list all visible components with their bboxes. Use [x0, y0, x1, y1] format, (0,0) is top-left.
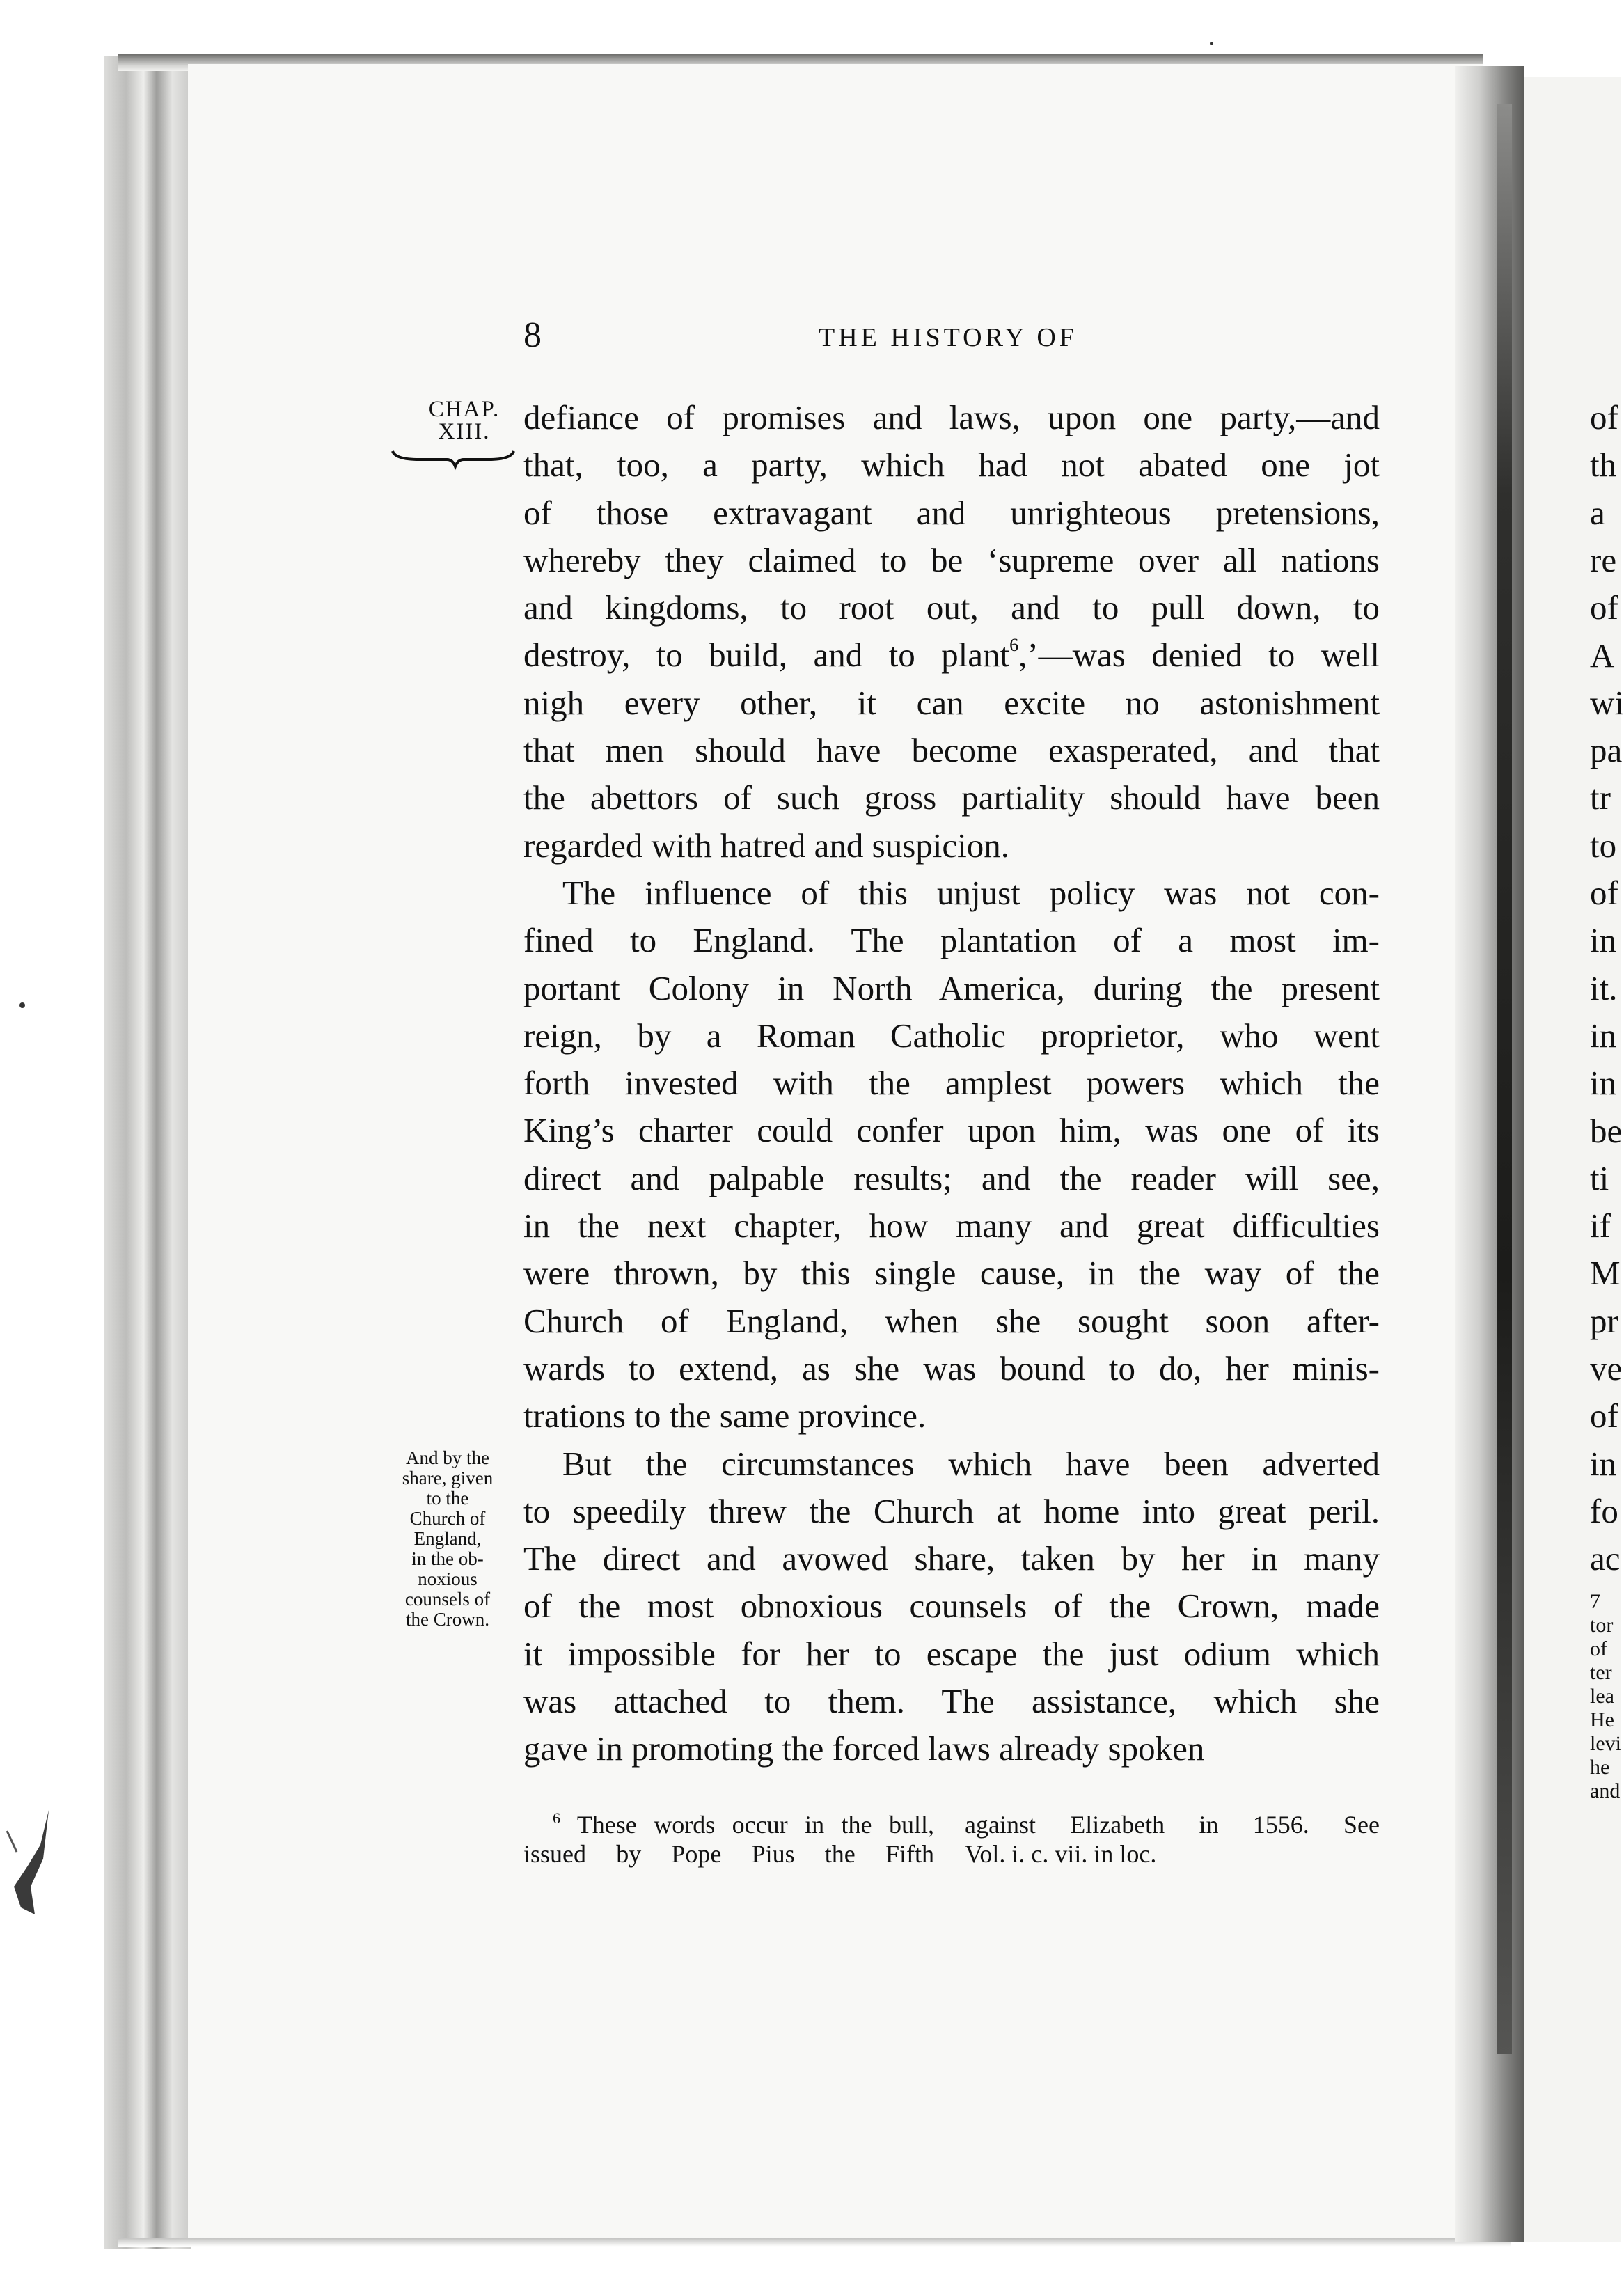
- facing-page-fragment: of: [1590, 874, 1618, 912]
- body-line: trations to the same province.: [523, 1397, 927, 1435]
- body-line: King’s charter could confer upon him, was one of its: [523, 1111, 1380, 1150]
- facing-page-fragment: M: [1590, 1254, 1621, 1293]
- scan-speck: [19, 1002, 25, 1008]
- body-line: destroy, to build, and to plant$^6$,’—was denied to well: [523, 635, 1380, 675]
- body-line: defiance of promises and laws, upon one party,—and: [523, 398, 1380, 436]
- side-note-line: share, given: [402, 1468, 494, 1488]
- body-line: and kingdoms, to root out, and to pull down, to: [523, 588, 1380, 627]
- body-line: fined to England. The plantation of a most im-: [523, 921, 1380, 960]
- side-note-line: counsels of: [404, 1589, 491, 1610]
- left-page-edges: [104, 56, 191, 2249]
- footnote-number: 6: [553, 1809, 560, 1827]
- body-line: that men should have become exasperated, and that: [523, 731, 1380, 770]
- facing-page-fragment: pa: [1590, 731, 1623, 770]
- facing-page-footnote-fragment: He: [1590, 1708, 1614, 1731]
- facing-page-fragment: it.: [1590, 968, 1618, 1007]
- page-number: 8: [523, 315, 542, 355]
- facing-page-fragment: wi: [1590, 683, 1624, 722]
- facing-page-footnote-fragment: of: [1590, 1637, 1607, 1660]
- body-line: was attached to them. The assistance, which she: [523, 1682, 1380, 1721]
- facing-page-fragment: re: [1590, 540, 1617, 579]
- facing-page-fragment: pr: [1590, 1301, 1618, 1340]
- footnote-column-1: [523, 1810, 934, 1869]
- body-line: that, too, a party, which had not abated one jot: [523, 446, 1380, 485]
- body-line: But the circumstances which have been adverted: [562, 1444, 1380, 1483]
- facing-page-footnote-fragment: and: [1590, 1779, 1621, 1802]
- facing-page-fragment: ac: [1590, 1539, 1621, 1578]
- body-line: gave in promoting the forced laws already spoken: [523, 1729, 1205, 1768]
- body-line: wards to extend, as she was bound to do, her minis-: [523, 1348, 1380, 1387]
- chapter-number: XIII.: [438, 419, 491, 444]
- body-text: [523, 394, 1380, 1773]
- facing-page-fragment: be: [1590, 1111, 1623, 1150]
- body-line: The direct and avowed share, taken by her in many: [523, 1539, 1380, 1578]
- facing-page-fragment: a: [1590, 493, 1605, 532]
- chapter-marker: [412, 398, 517, 443]
- facing-page-fragment: of: [1590, 1397, 1618, 1435]
- footnote-reference: 6: [1009, 635, 1019, 656]
- chapter-label: CHAP.: [428, 397, 500, 422]
- side-note-line: Church of: [409, 1508, 486, 1529]
- body-line: forth invested with the amplest powers which the: [523, 1064, 1380, 1103]
- scan-speck: [1210, 42, 1213, 45]
- body-line: in the next chapter, how many and great difficulties: [523, 1206, 1380, 1245]
- side-note-line: the Crown.: [406, 1609, 489, 1630]
- footnote-line: against Elizabeth in 1556. See: [965, 1811, 1380, 1839]
- side-note-line: England,: [413, 1528, 482, 1549]
- facing-page-fragment: th: [1590, 446, 1617, 485]
- body-line: regarded with hatred and suspicion.: [523, 826, 1010, 865]
- side-note-line: in the ob-: [411, 1548, 484, 1569]
- body-line: Church of England, when she sought soon after-: [523, 1301, 1380, 1340]
- body-line: direct and palpable results; and the reader will see,: [523, 1158, 1380, 1197]
- side-note: [381, 1448, 514, 1630]
- facing-page-fragment: to: [1590, 826, 1617, 865]
- facing-page-fragment: in: [1590, 1444, 1617, 1483]
- body-line: portant Colony in North America, during the present: [523, 968, 1380, 1007]
- body-line: to speedily threw the Church at home into great peril.: [523, 1491, 1380, 1530]
- facing-page-footnote-fragment: ter: [1590, 1661, 1612, 1684]
- body-line: whereby they claimed to be ‘supreme over all nations: [523, 540, 1380, 579]
- footnote-line: issued by Pope Pius the Fifth: [523, 1840, 934, 1868]
- facing-page-fragment: fo: [1590, 1491, 1618, 1530]
- running-title: THE HISTORY OF: [819, 323, 1078, 352]
- facing-page-fragment: of: [1590, 588, 1618, 627]
- side-note-line: And by the: [406, 1447, 489, 1468]
- facing-page-fragment: in: [1590, 1016, 1617, 1055]
- facing-page-fragment: in: [1590, 1064, 1617, 1103]
- footnote-column-2: [965, 1810, 1380, 1869]
- scan-smudge-icon: [0, 1803, 63, 1928]
- facing-page-fragment: of: [1590, 398, 1618, 436]
- body-line: nigh every other, it can excite no astonishment: [523, 683, 1380, 722]
- body-line: of the most obnoxious counsels of the Crown, made: [523, 1587, 1380, 1626]
- facing-page-footnote-fragment: lea: [1590, 1685, 1614, 1708]
- chapter-brace-icon: [391, 448, 515, 468]
- book-spine: [1455, 66, 1524, 2242]
- body-line: reign, by a Roman Catholic proprietor, who went: [523, 1016, 1380, 1055]
- facing-page-footnote-fragment: levi: [1590, 1732, 1621, 1755]
- bottom-page-edge: [118, 2238, 1511, 2247]
- body-line: of those extravagant and unrighteous pretensions,: [523, 493, 1380, 532]
- footnote-line: $^6$ These words occur in the bull,: [553, 1809, 934, 1839]
- side-note-line: to the: [426, 1488, 469, 1509]
- body-line: the abettors of such gross partiality should have been: [523, 778, 1380, 817]
- facing-page-footnote-fragment: tor: [1590, 1614, 1614, 1637]
- facing-page-fragment: if: [1590, 1206, 1611, 1245]
- facing-page-footnote-fragment: he: [1590, 1756, 1610, 1779]
- facing-page-fragment: tr: [1590, 778, 1611, 817]
- facing-page-fragment: in: [1590, 921, 1617, 960]
- facing-page-fragment: ti: [1590, 1158, 1609, 1197]
- facing-page-fragment: A: [1590, 636, 1615, 675]
- facing-page: [1524, 77, 1624, 2242]
- body-line: were thrown, by this single cause, in the way of the: [523, 1254, 1380, 1293]
- facing-page-fragment: ve: [1590, 1349, 1623, 1387]
- facing-page-footnote-fragment: 7: [1590, 1590, 1600, 1613]
- footnote-line: Vol. i. c. vii. in loc.: [965, 1840, 1157, 1868]
- body-line: The influence of this unjust policy was not con-: [562, 873, 1380, 912]
- side-note-line: noxious: [418, 1568, 478, 1589]
- body-line: it impossible for her to escape the just odium which: [523, 1634, 1380, 1673]
- spine-shadow: [1497, 104, 1512, 2054]
- footnote: [523, 1810, 1380, 1894]
